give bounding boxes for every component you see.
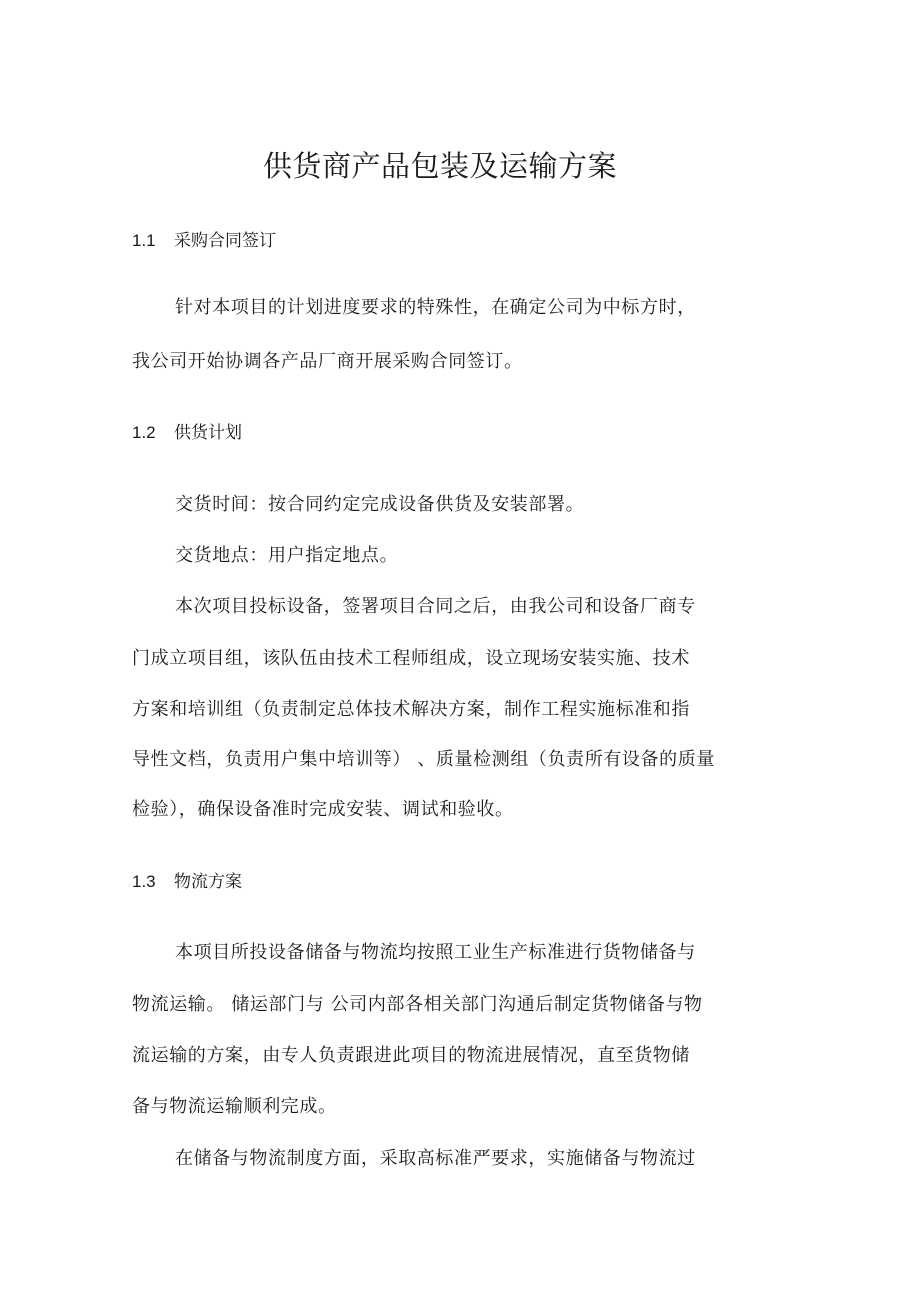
section-title: 采购合同签订 [174,231,276,251]
document-title: 供货商产品包装及运输方案 [262,149,617,183]
paragraph-line: 本项目所投设备储备与物流均按照工业生产标准进行货物储备与 [175,942,696,963]
paragraph-line: 我公司开始协调各产品厂商开展采购合同签订。 [132,351,523,372]
section-number: 1.2 [132,423,156,442]
section-title: 物流方案 [174,872,242,892]
paragraph-line: 针对本项目的计划进度要求的特殊性，在确定公司为中标方时， [175,297,696,318]
paragraph-line: 备与物流运输顺利完成。 [132,1096,337,1117]
section-number: 1.1 [132,231,156,250]
paragraph-line: 交货地点：用户指定地点。 [175,545,399,566]
paragraph-line: 导性文档，负责用户集中培训等） 、质量检测组（负责所有设备的质量 [132,749,715,770]
paragraph-line: 流运输的方案，由专人负责跟进此项目的物流进展情况，直至货物储 [132,1045,690,1066]
paragraph-line: 方案和培训组（负责制定总体技术解决方案，制作工程实施标准和指 [132,699,690,720]
section-number: 1.3 [132,872,156,891]
section-heading-1-2 [132,421,242,445]
paragraph-line: 交货时间：按合同约定完成设备供货及安装部署。 [175,494,585,515]
paragraph-line: 在储备与物流制度方面，采取高标准严要求，实施储备与物流过 [175,1148,696,1169]
paragraph-line: 检验），确保设备准时完成安装、调试和验收。 [132,799,514,820]
section-heading-1-1 [132,229,276,253]
section-title: 供货计划 [174,423,242,443]
section-heading-1-3 [132,870,242,894]
paragraph-line: 本次项目投标设备，签署项目合同之后，由我公司和设备厂商专 [175,596,696,617]
paragraph-line: 物流运输。 储运部门与 公司内部各相关部门沟通后制定货物储备与物 [132,994,703,1015]
paragraph-line: 门成立项目组，该队伍由技术工程师组成，设立现场安装实施、技术 [132,648,690,669]
